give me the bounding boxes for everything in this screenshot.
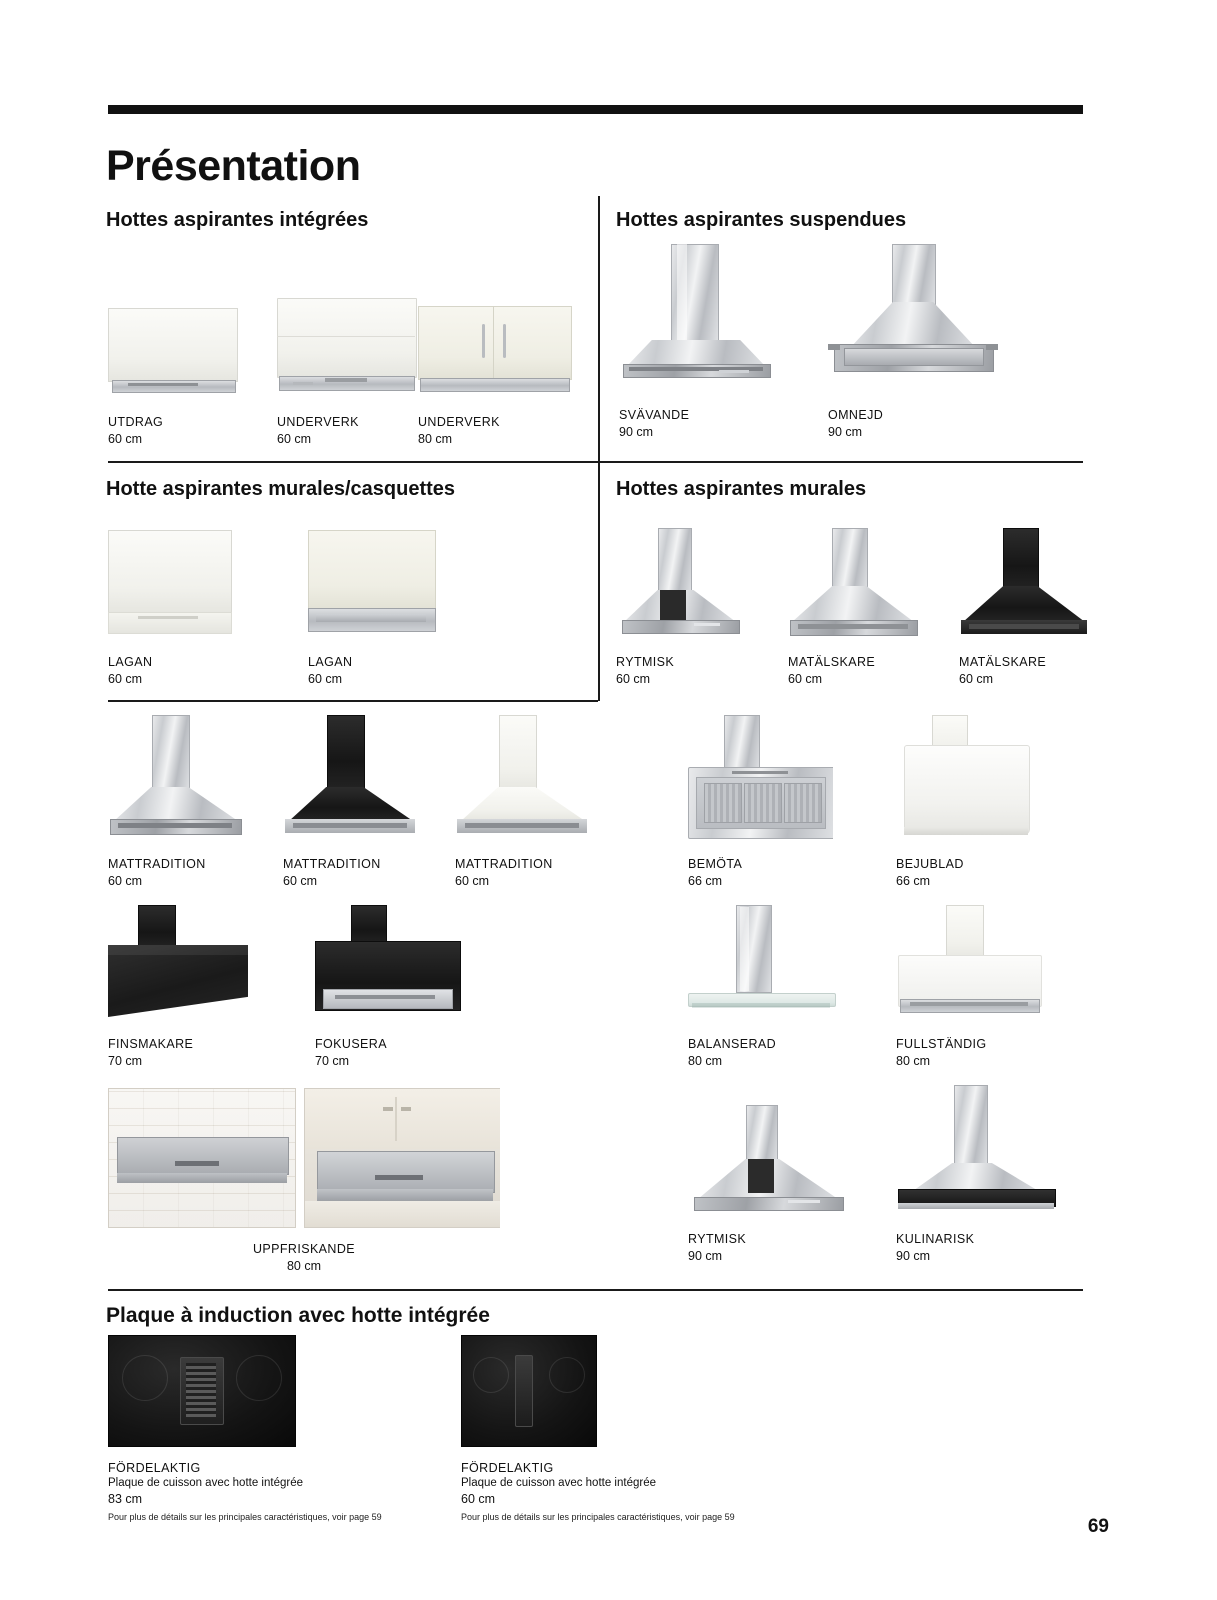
product-image xyxy=(108,905,253,1025)
product-omnejd-90[interactable] xyxy=(828,244,1003,439)
product-note: Pour plus de détails sur les principales caractéristiques, voir page 59 xyxy=(461,1512,735,1522)
product-mattradition-black[interactable] xyxy=(283,715,443,888)
product-fullstandig-80[interactable] xyxy=(896,905,1066,1068)
product-underverk-60[interactable] xyxy=(277,292,427,446)
section-title-induction: Plaque à induction avec hotte intégrée xyxy=(106,1304,490,1327)
product-image xyxy=(896,1085,1056,1220)
product-description: Plaque de cuisson avec hotte intégrée xyxy=(461,1477,656,1489)
product-size: 80 cm xyxy=(896,1054,931,1068)
product-lagan-60-b[interactable] xyxy=(308,530,458,686)
page-title: Présentation xyxy=(106,142,361,190)
product-name: LAGAN xyxy=(308,655,353,669)
product-image xyxy=(959,528,1094,643)
product-image xyxy=(418,300,573,400)
product-image xyxy=(896,715,1036,845)
product-name: UNDERVERK xyxy=(418,415,500,429)
product-size: 60 cm xyxy=(616,672,651,686)
product-name: MATTRADITION xyxy=(283,857,381,871)
product-name: MATTRADITION xyxy=(108,857,206,871)
product-size: 60 cm xyxy=(108,672,143,686)
product-size: 80 cm xyxy=(688,1054,723,1068)
product-size: 70 cm xyxy=(315,1054,350,1068)
product-image xyxy=(108,300,238,400)
product-name: MATÄLSKARE xyxy=(959,655,1047,669)
page-number: 69 xyxy=(1087,1516,1109,1537)
product-name: UTDRAG xyxy=(108,415,164,429)
product-bemota-66[interactable] xyxy=(688,715,858,888)
product-size: 90 cm xyxy=(619,425,654,439)
section-title-murales: Hottes aspirantes murales xyxy=(616,478,867,500)
section-title-suspendues: Hottes aspirantes suspendues xyxy=(616,209,907,231)
product-name: BEJUBLAD xyxy=(896,857,964,871)
product-rytmisk-60[interactable] xyxy=(616,528,776,686)
product-name: FINSMAKARE xyxy=(108,1037,194,1051)
product-name: RYTMISK xyxy=(688,1232,747,1246)
product-name: RYTMISK xyxy=(616,655,675,669)
product-image xyxy=(896,905,1046,1025)
product-size: 90 cm xyxy=(688,1249,723,1263)
product-size: 80 cm xyxy=(286,1259,322,1273)
product-image xyxy=(277,292,417,400)
product-size: 90 cm xyxy=(896,1249,931,1263)
divider-horizontal-2 xyxy=(108,700,598,702)
product-image xyxy=(616,528,746,643)
product-size: 80 cm xyxy=(418,432,453,446)
product-balanserad-80[interactable] xyxy=(688,905,858,1068)
product-description: Plaque de cuisson avec hotte intégrée xyxy=(108,1477,303,1489)
product-size: 60 cm xyxy=(108,874,143,888)
divider-horizontal-3 xyxy=(108,1289,1083,1291)
product-image xyxy=(461,1335,601,1447)
product-name: KULINARISK xyxy=(896,1232,975,1246)
product-image xyxy=(308,530,438,640)
product-image xyxy=(619,244,784,394)
product-size: 70 cm xyxy=(108,1054,143,1068)
product-utdrag-60[interactable] xyxy=(108,300,248,446)
product-size: 66 cm xyxy=(896,874,931,888)
product-kulinarisk-90[interactable] xyxy=(896,1085,1066,1263)
product-rytmisk-90[interactable] xyxy=(688,1105,858,1263)
product-size: 90 cm xyxy=(828,425,863,439)
product-name: SVÄVANDE xyxy=(619,408,690,422)
product-name: UPPFRISKANDE xyxy=(252,1242,356,1256)
product-name: FÖRDELAKTIG xyxy=(461,1461,554,1475)
product-size: 60 cm xyxy=(788,672,823,686)
product-image xyxy=(688,715,833,845)
product-image xyxy=(688,1105,848,1220)
product-image xyxy=(108,530,233,640)
product-size: 60 cm xyxy=(283,874,318,888)
product-mattradition-steel[interactable] xyxy=(108,715,268,888)
product-underverk-80[interactable] xyxy=(418,300,588,446)
product-image xyxy=(688,905,838,1025)
product-name: UNDERVERK xyxy=(277,415,359,429)
product-name: FÖRDELAKTIG xyxy=(108,1461,201,1475)
section-title-integrees: Hottes aspirantes intégrées xyxy=(106,209,369,231)
product-fokusera-70[interactable] xyxy=(315,905,475,1068)
product-name: FULLSTÄNDIG xyxy=(896,1037,987,1051)
top-rule xyxy=(108,105,1083,114)
product-image xyxy=(455,715,590,845)
product-uppfriskande-80[interactable] xyxy=(108,1088,500,1273)
product-image xyxy=(828,244,998,394)
product-fordelaktig-60[interactable] xyxy=(461,1335,811,1522)
product-image xyxy=(788,528,923,643)
product-size: 60 cm xyxy=(108,432,143,446)
product-name: BEMÖTA xyxy=(688,857,743,871)
product-image xyxy=(108,1088,500,1228)
product-name: FOKUSERA xyxy=(315,1037,387,1051)
product-size: 60 cm xyxy=(277,432,312,446)
product-svavande-90[interactable] xyxy=(619,244,794,439)
product-name: MATÄLSKARE xyxy=(788,655,876,669)
product-name: BALANSERAD xyxy=(688,1037,777,1051)
product-fordelaktig-83[interactable] xyxy=(108,1335,458,1522)
product-image xyxy=(315,905,465,1025)
product-size: 66 cm xyxy=(688,874,723,888)
product-size: 60 cm xyxy=(959,672,994,686)
product-size: 60 cm xyxy=(461,1492,496,1506)
divider-vertical-middle xyxy=(598,461,600,701)
product-matalskare-60-black[interactable] xyxy=(959,528,1119,686)
product-image xyxy=(108,1335,296,1447)
product-lagan-60-a[interactable] xyxy=(108,530,258,686)
product-size: 60 cm xyxy=(455,874,490,888)
product-matalskare-60-steel[interactable] xyxy=(788,528,948,686)
product-size: 83 cm xyxy=(108,1492,143,1506)
product-name: LAGAN xyxy=(108,655,153,669)
product-image xyxy=(283,715,418,845)
product-note: Pour plus de détails sur les principales caractéristiques, voir page 59 xyxy=(108,1512,382,1522)
section-title-murales-casquettes: Hotte aspirantes murales/casquettes xyxy=(106,478,456,500)
product-finsmakare-70[interactable] xyxy=(108,905,268,1068)
product-name: OMNEJD xyxy=(828,408,884,422)
product-image xyxy=(108,715,243,845)
product-size: 60 cm xyxy=(308,672,343,686)
divider-vertical-top xyxy=(598,196,600,461)
product-bejublad-66[interactable] xyxy=(896,715,1066,888)
divider-horizontal-1 xyxy=(108,461,1083,463)
product-name: MATTRADITION xyxy=(455,857,553,871)
product-mattradition-white[interactable] xyxy=(455,715,615,888)
